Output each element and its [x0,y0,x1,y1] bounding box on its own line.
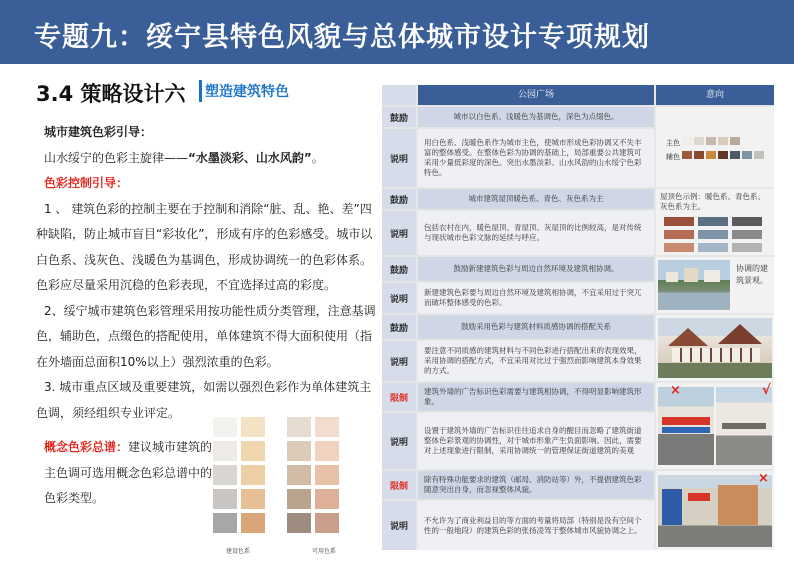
sign-shape [662,417,710,425]
row-text-7: 鼓励采用色彩与建筑材料质感协调的搭配关系 [418,315,654,339]
sign-shape [662,427,710,433]
color-swatch [742,151,752,159]
aux-color-swatches [682,153,766,161]
building-shape [718,485,758,525]
roof-swatch [664,230,694,239]
header-intent: 意向 [656,85,774,105]
color-swatch [213,465,237,485]
building-shape [684,268,698,282]
row-label-3: 鼓励 [382,189,416,209]
title-banner [0,0,794,64]
row-text-2: 用白色系、浅暖色系作为城市主色，使城市形成色彩协调又不失丰富的整体感受。在整体色彩为协调的基础上，局部重要公共建筑可采用少量低彩度的深色。突出水墨淡彩、山水风韵的山水绥宁色彩特色。 [418,129,654,187]
color-swatch [718,137,728,145]
intent-cell-material [656,315,774,381]
color-swatch [213,513,237,533]
color-swatch [730,137,740,145]
color-swatch [315,513,339,533]
row-text-1: 城市以白色系、浅暖色为基调色，深色为点缀色。 [418,107,654,127]
row-label-7: 鼓励 [382,315,416,339]
color-swatch [241,465,265,485]
color-swatch [315,489,339,509]
color-swatch [213,441,237,461]
main-color-label: 主色 [666,139,680,147]
roof-swatch [664,243,694,252]
color-swatch [241,417,265,437]
cross-mark-icon: × [758,471,769,486]
row-label-10: 说明 [382,413,416,469]
sign-shape [662,489,682,525]
color-swatch [287,513,311,533]
row-label-9: 限制 [382,383,416,411]
color-swatch [706,151,716,159]
color-swatch [315,417,339,437]
color-swatch [682,137,692,145]
header-blank [382,85,416,105]
roof-shape [718,324,762,344]
roof-swatch [698,243,728,252]
color-swatch [241,489,265,509]
section-divider [199,80,202,102]
color-swatch [213,489,237,509]
palette-build-caption: 建设色系 [226,548,251,555]
main-color-row [666,137,742,148]
palette-usable-colors [287,417,339,533]
header-park-plaza: 公园广场 [418,85,654,105]
theme-pre: 山水绥宁的色彩主旋律—— [44,150,189,165]
signage-bad-photo [658,387,714,465]
heading-building-color: 城市建筑色彩引导： [44,125,153,139]
row-text-4: 包括农村在内，暖色屋顶、青屋顶、灰屋顶的比例较高，是对传统与现状城市色彩文脉的延续与呼应。 [418,211,654,255]
roof-swatch [664,217,694,226]
row-text-3: 城市建筑屋顶暖色系、青色、灰色系为主 [418,189,654,209]
guideline-table [382,85,774,550]
roof-swatch [732,217,762,226]
theme-paragraph [36,146,376,172]
intent-cell-signage [656,383,774,469]
roof-swatch [732,230,762,239]
main-color-swatches [682,139,742,147]
control-paragraph-1: 1 、 建筑色彩的控制主要在于控制和消除“脏、乱、艳、差”四种缺陷，防止城市盲目“彩妆化”，形成有序的色彩感受。城市以白色系、浅灰色、浅暖色为基调色，形成协调统一的色彩体系。色彩应尽量采用沉稳的色彩表现，不宜选择过高的彩度。 [36,201,373,292]
row-label-11: 限制 [382,471,416,499]
roof-swatch [732,243,762,252]
building-shape [666,272,678,282]
cross-mark-icon: × [670,383,681,398]
section-heading [36,78,186,108]
color-swatch [706,137,716,145]
color-swatch [315,441,339,461]
material-photo [658,318,772,378]
roof-swatch [698,217,728,226]
control-paragraph-2: 2、绥宁城市建筑色彩管理采用按功能性质分类管理，注意基调色，辅助色，点缀色的搭配使用，单体建筑不得大面积使用（指在外墙面总面积10%以上）强烈浓重的色彩。 [36,303,376,369]
color-swatch [287,465,311,485]
row-label-8: 说明 [382,341,416,381]
row-label-4: 说明 [382,211,416,255]
color-swatch [315,465,339,485]
color-swatch [287,441,311,461]
intent-cell-colors [656,107,774,187]
row-text-5: 鼓励新建建筑色彩与周边自然环境及建筑相协调。 [418,257,654,281]
color-swatch [730,151,740,159]
row-label-6: 说明 [382,283,416,313]
row-label-2: 说明 [382,129,416,187]
check-mark-icon: √ [762,383,771,398]
row-label-5: 鼓励 [382,257,416,281]
building-shape [704,270,720,282]
row-text-10: 设置于建筑外墙的广告标识往往追求自身的醒目而忽略了建筑街道整体色彩景观的协调性，对于城市形象产生负面影响。因此，需要对上述现象进行限制，采用协调统一的管理保证街道建筑的美观 [418,413,654,469]
row-text-12: 不允许为了商业利益目的等方面的考量将局部（特别是没有空间个性的一般地段）的建筑色彩的张扬凌驾于整体城市风貌协调之上。 [418,501,654,550]
palette-paragraph [36,435,216,512]
palette-text: 建议城市建筑的主色调可选用概念色彩总谱中的色彩类型。 [44,440,213,505]
left-text-block [36,120,376,426]
roof-caption: 屋顶色示例：暖色系、青色系、灰色系为主。 [660,192,765,211]
color-swatch [213,417,237,437]
row-text-8: 要注意不同质感的建筑材料与不同色彩进行搭配出来的表现效果，采用协调的搭配方式，不宜采用对比过于强烈而影响建筑本身效果的方式。 [418,341,654,381]
color-swatch [241,513,265,533]
facade-shape [672,348,760,362]
color-swatch [241,441,265,461]
page-title: 专题九：绥宁县特色风貌与总体城市设计专项规划 [34,22,650,53]
row-text-9: 建筑外墙的广告标识色彩需要与建筑相协调，不得明显影响建筑形象。 [418,383,654,411]
aux-color-row [666,151,766,162]
color-swatch [754,151,764,159]
palette-build-colors [213,417,265,533]
aux-color-label: 辅色 [666,153,680,161]
palette-usable-caption: 可用色系 [312,548,337,555]
heading-palette: 概念色彩总谱： [44,440,129,454]
control-paragraph-3: 3. 城市重点区域及重要建筑，如需以强烈色彩作为单体建筑主色调，须经组织专业评定。 [36,380,372,420]
color-swatch [287,489,311,509]
intent-cell-roof [656,189,774,255]
heading-color-control: 色彩控制引导： [44,176,129,190]
intent-cell-street [656,471,774,550]
signage-good-photo [716,387,772,465]
scenery-photo [658,260,730,310]
color-swatch [287,417,311,437]
color-swatch [694,137,704,145]
row-text-11: 除有特殊功能要求的建筑（邮局、消防站等）外，不提倡建筑色彩随意突出自身，而忽视整体风貌。 [418,471,654,499]
row-label-12: 说明 [382,501,416,550]
roof-swatch [698,230,728,239]
roof-shape [668,328,708,346]
color-swatch [682,151,692,159]
scenery-caption: 协调的建筑景观。 [736,264,768,285]
intent-cell-scenery [656,257,774,313]
theme-em: “水墨淡彩、山水风韵” [188,150,312,165]
street-photo [658,475,772,547]
section-subtitle: 塑造建筑特色 [205,84,289,100]
roof-color-swatches [664,217,768,252]
color-swatch [694,151,704,159]
row-text-6: 新建建筑色彩要与周边自然环境及建筑相协调，不宜采用过于突兀而破坏整体感受的色彩。 [418,283,654,313]
theme-post: 。 [311,150,324,165]
sign-shape [722,423,766,429]
color-swatch [718,151,728,159]
row-label-1: 鼓励 [382,107,416,127]
section-number-title: 3.4 策略设计六 [36,82,186,106]
sign-shape [688,493,710,501]
